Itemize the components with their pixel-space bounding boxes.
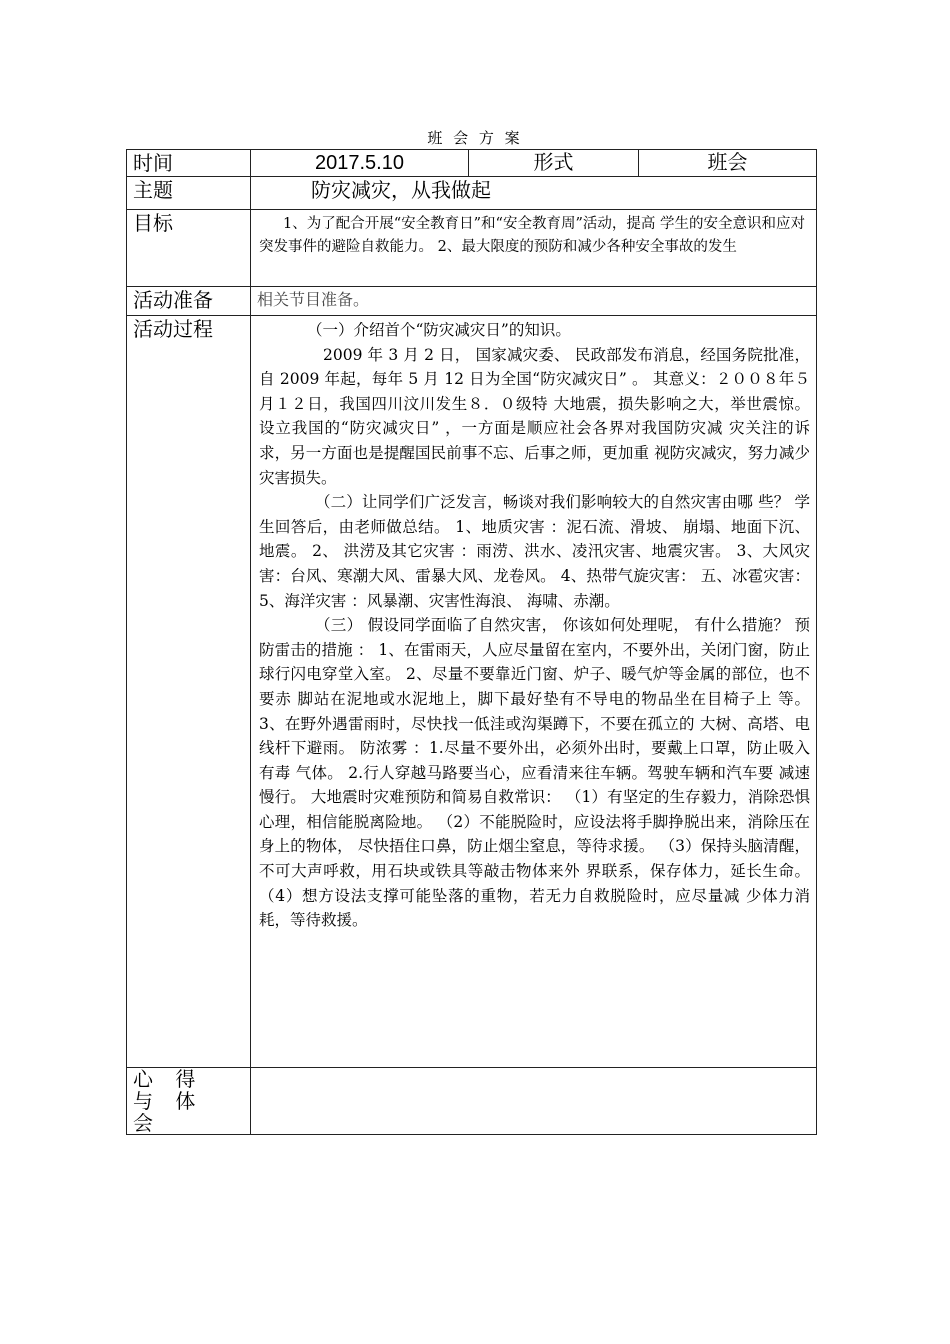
theme-label: 主题	[127, 177, 251, 210]
reflection-text[interactable]	[251, 1068, 817, 1135]
class-meeting-plan-table	[126, 149, 817, 1135]
date-value: 2017.5.10	[251, 150, 469, 177]
process-intro: （一）介绍首个“防灾减灾日”的知识。	[307, 321, 571, 339]
goal-text-body: 1、为了配合开展“安全教育日”和“安全教育周”活动，提高 学生的安全意识和应对突发事件的避险自救能力。 2、最大限度的预防和减少各种安全事故的发生	[259, 216, 805, 255]
process-section-2: （二）让同学们广泛发言，畅谈对我们影响较大的自然灾害由哪 些？ 学生回答后，由老师做总结。 1、地质灾害 ：泥石流、滑坡、 崩塌、地面下沉、地震。 2、 洪涝及其它灾害 ：雨涝、洪水、凌汛灾害、地震灾害。 3、大风灾害：台风、寒潮大风、雷暴大风、龙卷风。 4、热带气旋灾害： 五、冰雹灾害：5、海洋灾害 ：风暴潮、灾害性海浪、 海啸、赤潮。	[259, 493, 810, 610]
goal-row	[127, 210, 817, 287]
theme-row	[127, 177, 817, 210]
process-row	[127, 316, 817, 1068]
process-text	[251, 316, 817, 1068]
process-label: 活动过程	[127, 316, 251, 1068]
reflection-label: 心 得 与 体 会	[127, 1068, 251, 1135]
process-section-3: （三） 假设同学面临了自然灾害， 你该如何处理呢， 有什么措施？ 预防雷击的措施 ： 1、在雷雨天，人应尽量留在室内，不要外出，关闭门窗，防止 球行闪电穿堂入室。 2、尽量不要靠近门窗、炉子、暖气炉等金属的部位，也不要赤 脚站在泥地或水泥地上，脚下最好垫有不导电的物品坐在目椅子上 等。 3、在野外遇雷雨时，尽快找一低洼或沟渠蹲下，不要在孤立的 大树、高塔、电线杆下避雨。 防浓雾 ：1.尽量不要外出，必须外出时，要戴上口罩，防止吸入有毒 气体。 2.行人穿越马路要当心，应看清来往车辆。驾驶车辆和汽车要 减速慢行。 大地震时灾难预防和简易自救常识： （1）有坚定的生存毅力，消除恐惧心理，相信能脱离险地。 （2）不能脱险时，应设法将手脚挣脱出来，消除压在身上的物体， 尽快捂住口鼻，防止烟尘窒息，等待求援。 （3）保持头脑清醒，不可大声呼救，用石块或铁具等敲击物体来外 界联系，保存体力，延长生命。 （4）想方设法支撑可能坠落的重物，若无力自救脱险时，应尽量减 少体力消耗，等待救援。	[259, 616, 810, 930]
goal-label: 目标	[127, 210, 251, 287]
goal-text	[251, 210, 817, 287]
prep-label: 活动准备	[127, 287, 251, 316]
document-title: 班 会 方 案	[427, 129, 523, 147]
reflection-row	[127, 1068, 817, 1135]
time-label: 时间	[127, 150, 251, 177]
prep-text: 相关节目准备。	[251, 287, 817, 316]
form-value: 班会	[639, 150, 817, 177]
form-label: 形式	[469, 150, 639, 177]
prep-row	[127, 287, 817, 316]
time-row	[127, 150, 817, 177]
process-section-1: 2009 年 3 月 2 日， 国家减灾委、 民政部发布消息，经国务院批准， 自 2009 年起，每年 5 月 12 日为全国“防灾减灾日” 。 其意义：２００８年５月１２日，我国四川汶川发生８．０级特 大地震，损失影响之大，举世震惊。 设立我国的“防灾减灾日” ，一方面是顺应社会各界对我国防灾减 灾关注的诉求，另一方面也是提醒国民前事不忘、后事之师，更加重 视防灾减灾，努力减少灾害损失。	[259, 345, 810, 487]
theme-value: 防灾减灾，从我做起	[251, 177, 817, 210]
